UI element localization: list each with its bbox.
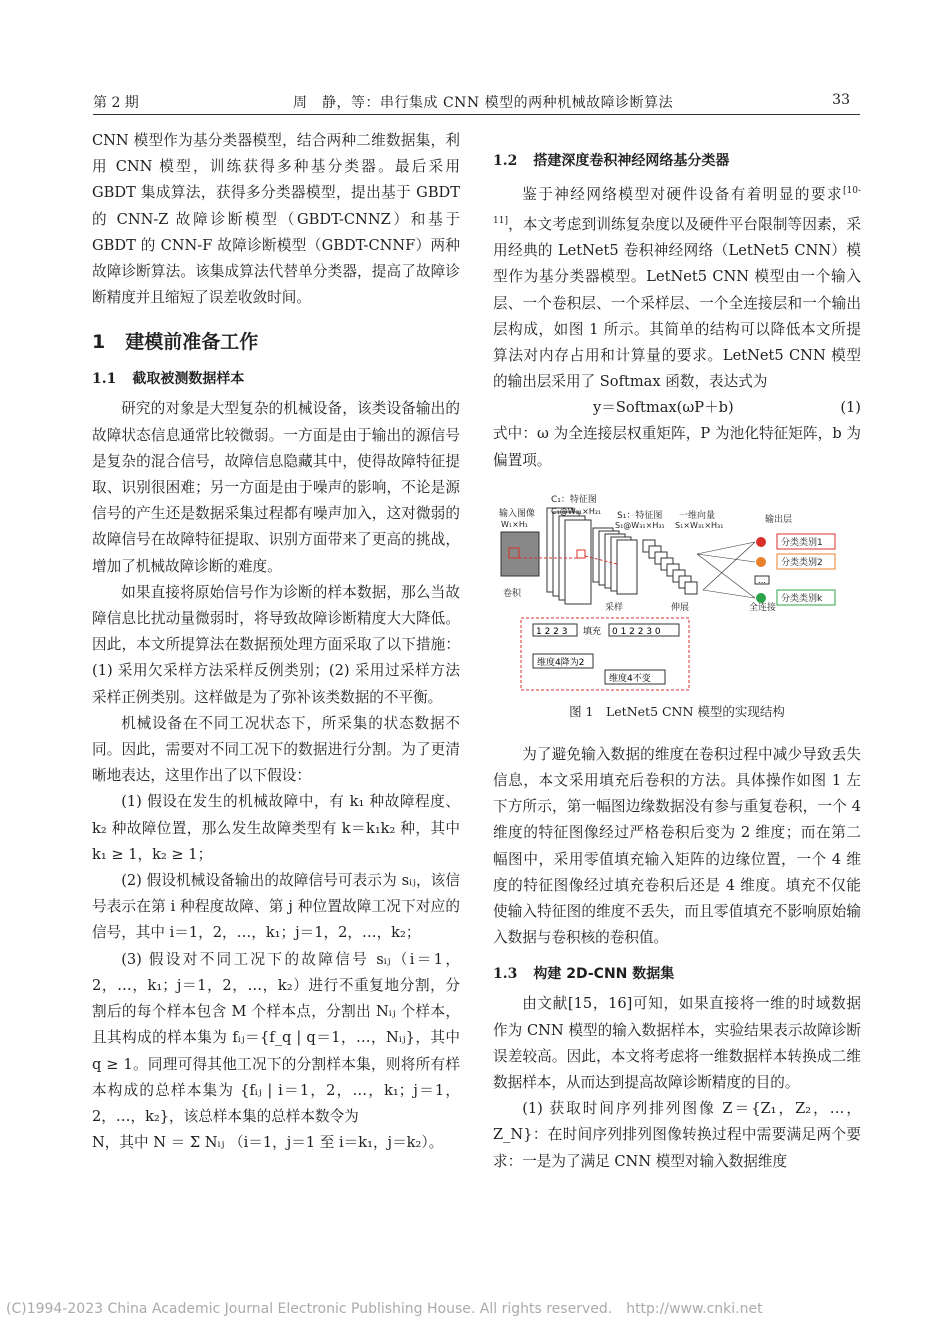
output-node <box>756 593 766 603</box>
vector-label: 一维向量 <box>679 510 716 521</box>
assumption-1: (1) 假设在发生的机械故障中，有 k₁ 种故障程度、k₂ 种故障位置，那么发生故障类型有 k＝k₁k₂ 种，其中 k₁ ≥ 1，k₂ ≥ 1； <box>92 793 460 863</box>
section-1-heading <box>92 327 460 354</box>
citation: [10-11] <box>493 186 861 227</box>
total-samples-formula: N，其中 N ＝ Σ Nᵢⱼ （i＝1，j＝1 至 i＝k₁，j＝k₂）。 <box>92 1134 444 1152</box>
input-image-box <box>501 532 539 576</box>
subsection-number: 1.1 <box>92 371 117 388</box>
fc-label: 全连接 <box>749 602 777 613</box>
class-label-k: 分类类别k <box>781 593 823 604</box>
figure-1 <box>493 494 861 694</box>
subsection-1-3-heading <box>493 963 861 983</box>
ellipsis-label: … <box>758 575 766 585</box>
output-node <box>756 557 766 567</box>
vector-size-label: S₁×W₃₁×H₃₁ <box>675 520 724 530</box>
paragraph-text: 鉴于神经网络模型对硬件设备有着明显的要求 <box>522 185 843 203</box>
fc-line <box>703 590 755 598</box>
left-column <box>92 128 460 1156</box>
input-label: 输入图像 <box>499 508 536 519</box>
section-number: 1 <box>92 331 106 354</box>
cnn-diagram <box>493 494 861 694</box>
class-label-2: 分类类别2 <box>781 557 823 568</box>
sequence-1: 1 2 2 3 <box>536 626 568 637</box>
c1-label: C₁：特征图 <box>551 494 597 505</box>
pool-label: 采样 <box>605 602 624 613</box>
s1-label: S₁：特征图 <box>617 510 663 521</box>
page-number: 33 <box>832 92 850 108</box>
dim-label-2: 维度4不变 <box>609 673 651 684</box>
subsection-number: 1.2 <box>493 153 518 169</box>
subsection-title: 截取被测数据样本 <box>132 371 245 388</box>
running-title: 周 静，等：串行集成 CNN 模型的两种机械故障诊断算法 <box>293 95 674 111</box>
subsection-1-2-heading <box>493 150 861 170</box>
pool-map <box>617 540 637 594</box>
sequence-2: 0 1 2 2 3 0 <box>612 626 661 637</box>
paragraph: 式中：ω 为全连接层权重矩阵，P 为池化特征矩阵，b 为偏置项。 <box>493 425 861 469</box>
paragraph <box>493 178 861 395</box>
right-column <box>493 128 861 1175</box>
section-title: 建模前准备工作 <box>125 331 259 354</box>
paragraph: 由文献[15，16]可知，如果直接将一维的时域数据作为 CNN 模型的输入数据样本，实验结果表示故障诊断误差较高。因此，本文将考虑将一维数据样本转换成二维数据样本，从而达到提高故障诊断精度的目的。 <box>493 995 861 1091</box>
fc-line <box>697 542 755 554</box>
issue-number: 第 2 期 <box>93 95 139 111</box>
fc-line <box>703 542 755 590</box>
subsection-title: 构建 2D-CNN 数据集 <box>533 966 675 983</box>
paragraph: 机械设备在不同工况状态下，所采集的状态数据不同。因此，需要对不同工况下的数据进行分割。为了更清晰地表达，这里作出了以下假设： <box>92 714 460 785</box>
subsection-number: 1.3 <box>493 966 518 983</box>
running-header <box>93 88 860 115</box>
c1-size-label: C₁@W₂₁×H₂₁ <box>551 506 602 516</box>
output-layer-label: 输出层 <box>765 514 793 525</box>
paragraph: (1) 获取时间序列排列图像 Z＝{Z₁，Z₂，…，Z_N}：在时间序列排列图像转换过程中需要满足两个要求：一是为了满足 CNN 模型对输入数据维度 <box>493 1100 861 1170</box>
subsection-title: 搭建深度卷积神经网络基分类器 <box>533 153 730 169</box>
paragraph: 为了避免输入数据的维度在卷积过程中减少导致丢失信息，本文采用填充后卷积的方法。具体操作如图 1 左下方所示，第一幅图边缘数据没有参与重复卷积，一个 4 维度的特征图像经过严格卷积后变为 2 维度；而在第二幅图中，采用零值填充输入矩阵的边缘位置，一个 4 维度的特征图像经过填充卷积后还是 4 维度。填充不仅能使输入特征图的维度不丢失，而且零值填充不影响原始输入数据与卷积核的卷积值。 <box>493 745 861 947</box>
assumption-3: (3) 假设对不同工况下的故障信号 sᵢⱼ（i＝1，2，…，k₁；j＝1，2，…，k₂）进行不重复地分割，分割后的每个样本包含 M 个样本点，分割出 Nᵢⱼ 个样本，且其构成的样本集为 fᵢⱼ＝{f_q | q＝1，…，Nᵢⱼ}，其中 q ≥ 1。同理可得其他工况下的分割样本集，则将所有样本构成的总样本集为 {fᵢⱼ | i＝1，2，…，k₁；j＝1，2，…，k₂}，该总样本集的总样本数令为 <box>92 950 460 1125</box>
paragraph: 研究的对象是大型复杂的机械设备，该类设备输出的故障状态信息通常比较微弱。一方面是由于输出的源信号是复杂的混合信号，故障信息隐藏其中，使得故障特征提取、识别很困难；另一方面是由于噪声的影响，不论是源信号的产生还是数据采集过程都有噪声加入，这对微弱的故障信号在故障特征提取、识别方面带来了更高的挑战，增加了机械故障诊断的难度。 <box>92 400 460 575</box>
vector-cell <box>685 582 697 594</box>
class-label-1: 分类类别1 <box>781 537 823 548</box>
figure-caption: 图 1 LetNet5 CNN 模型的实现结构 <box>569 703 785 719</box>
copyright-footer: (C)1994-2023 China Academic Journal Electronic Publishing House. All rights reserved. http://www.cnki.net <box>6 1301 763 1317</box>
output-node <box>756 537 766 547</box>
conv-label: 卷积 <box>503 588 522 599</box>
conv-map <box>565 520 591 604</box>
s1-size-label: S₁@W₃₁×H₃₁ <box>615 520 665 530</box>
equation-1 <box>493 395 861 421</box>
assumption-2: (2) 假设机械设备输出的故障信号可表示为 sᵢⱼ，该信号表示在第 i 种程度故障、第 j 种位置故障工况下对应的信号，其中 i＝1，2，…，k₁；j＝1，2，…，k₂； <box>92 872 460 942</box>
equation-number: (1) <box>840 399 861 417</box>
flatten-label: 伸展 <box>671 602 690 613</box>
dim-label-1: 维度4降为2 <box>537 657 585 668</box>
input-size-label: W₁×H₁ <box>501 519 529 529</box>
subsection-1-1-heading <box>92 368 460 388</box>
paragraph: 如果直接将原始信号作为诊断的样本数据，那么当故障信息比扰动量微弱时，将导致故障诊断精度大大降低。因此，本文所提算法在数据预处理方面采取了以下措施：(1) 采用欠采样方法采样反例类别；(2) 采用过采样方法采样正例类别。这样做是为了弥补该类数据的不平衡。 <box>92 583 460 706</box>
paragraph-text: ，本文考虑到训练复杂度以及硬件平台限制等因素，采用经典的 LetNet5 卷积神经网络（LetNet5 CNN）模型作为基分类器模型。LetNet5 CNN 模型由一个输入层、一个卷积层、一个采样层、一个全连接层和一个输出层构成，如图 1 所示。其简单的结构可以降低本文所提算法对内存占用和计算量的要求。LetNet5 CNN 模型的输出层采用了 Softmax 函数，表达式为 <box>493 215 861 391</box>
pad-label: 填充 <box>583 626 602 637</box>
equation-body: y＝Softmax(ωP＋b) <box>593 399 734 417</box>
intro-paragraph: CNN 模型作为基分类器模型，结合两种二维数据集，利用 CNN 模型，训练获得多种基分类器。最后采用 GBDT 集成算法，获得多分类器模型，提出基于 GBDT 的 CNN-Z 故障诊断模型（GBDT-CNNZ）和基于 GBDT 的 CNN-F 故障诊断模型（GBDT-CNNF）两种故障诊断算法。该集成算法代替单分类器，提高了故障诊断精度并且缩短了误差收敛时间。 <box>92 132 460 307</box>
